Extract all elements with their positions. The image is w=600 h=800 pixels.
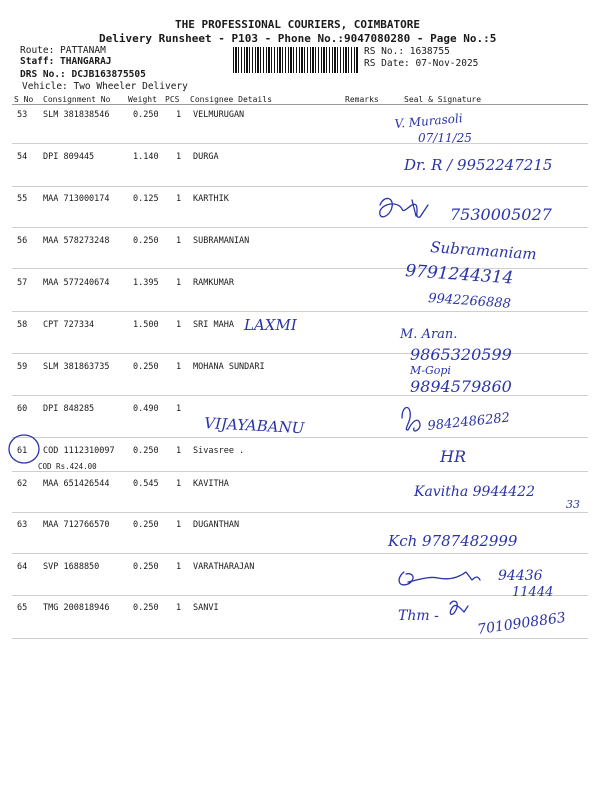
row-sno: 54: [17, 152, 28, 162]
row-sno: 61: [17, 446, 28, 456]
row-consignee: DUGANTHAN: [193, 520, 240, 530]
sig-55-phone: 7530005027: [450, 205, 552, 224]
row-pcs: 1: [176, 603, 182, 613]
row-sno: 53: [17, 110, 28, 120]
row-weight: 1.500: [133, 320, 159, 330]
row-61-circle: [9, 435, 39, 463]
row-pcs: 1: [176, 278, 182, 288]
sig-58-sign: M. Aran.: [400, 327, 458, 342]
sig-59-phone2: 9894579860: [410, 377, 512, 396]
sig-64-scribble: [399, 572, 480, 585]
row-weight: 0.250: [133, 562, 159, 572]
row-weight: 1.140: [133, 152, 159, 162]
staff-label: Staff: THANGARAJ: [20, 56, 112, 67]
sig-65-scribble: [450, 601, 468, 614]
row-pcs: 1: [176, 110, 182, 120]
row-consignment: MAA 651426544: [43, 479, 110, 489]
drs-number: DRS No.: DCJB163875505: [20, 69, 146, 80]
row-consignee: SUBRAMANIAN: [193, 236, 250, 246]
row-consignment: MAA 578273248: [43, 236, 110, 246]
sig-65-b: 7010908863: [476, 609, 567, 638]
row-pcs: 1: [176, 320, 182, 330]
sig-56: Subramaniam: [429, 238, 538, 264]
sig-60-phone: 9842486282: [426, 410, 511, 434]
row-consignment: SVP 1688850: [43, 562, 100, 572]
col-consignment: Consignment No: [43, 95, 111, 104]
row-sno: 56: [17, 236, 28, 246]
col-weight: Weight: [128, 95, 157, 104]
sig-62-a: Kavitha 9944422: [414, 484, 535, 500]
row-consignment: MAA 713000174: [43, 194, 110, 204]
sig-63: Kch 9787482999: [388, 532, 518, 550]
route-label: Route: PATTANAM: [20, 45, 106, 56]
sig-59-name: M-Gopi: [410, 364, 451, 377]
col-pcs: PCS: [165, 95, 180, 104]
row-consignment: MAA 712766570: [43, 520, 110, 530]
vehicle-label: Vehicle: Two Wheeler Delivery: [22, 81, 188, 92]
row-consignee: VARATHARAJAN: [193, 562, 255, 572]
sig-65-a: Thm -: [398, 608, 439, 624]
sig-54: Dr. R / 9952247215: [404, 156, 553, 174]
row-consignee: RAMKUMAR: [193, 278, 234, 288]
col-remarks: Remarks: [345, 95, 379, 104]
row-weight: 0.250: [133, 110, 159, 120]
row-consignee: SRI MAHA: [193, 320, 234, 330]
row-pcs: 1: [176, 562, 182, 572]
row-weight: 0.545: [133, 479, 159, 489]
row-sno: 63: [17, 520, 28, 530]
row-weight: 1.395: [133, 278, 159, 288]
sig-57-phone1: 9791244314: [404, 261, 514, 289]
row-pcs: 1: [176, 236, 182, 246]
row-consignee: Sivasree .: [193, 446, 245, 456]
row-consignment: SLM 381838546: [43, 110, 110, 120]
row-sno: 59: [17, 362, 28, 372]
row-sno: 58: [17, 320, 28, 330]
sig-57-phone2: 9942266888: [427, 291, 512, 312]
row-consignment: CPT 727334: [43, 320, 95, 330]
sig-62-b: 33: [566, 498, 580, 511]
sig-60-scribble: [402, 408, 420, 431]
row-sno: 62: [17, 479, 28, 489]
row-consignment: SLM 381863735: [43, 362, 110, 372]
row-consignment: DPI 809445: [43, 152, 95, 162]
row-pcs: 1: [176, 446, 182, 456]
row-consignee: SANVI: [193, 603, 219, 613]
row-consignment: TMG 200818946: [43, 603, 110, 613]
row-sno: 65: [17, 603, 28, 613]
row-consignee: KARTHIK: [193, 194, 229, 204]
col-sno: S No: [14, 95, 34, 104]
sig-55-scribble: [380, 198, 428, 217]
sig-58-name: LAXMI: [244, 316, 297, 334]
rs-date: RS Date: 07-Nov-2025: [364, 58, 479, 69]
row-weight: 0.250: [133, 603, 159, 613]
sig-53-date: 07/11/25: [418, 131, 472, 145]
company-title: THE PROFESSIONAL COURIERS, COIMBATORE: [175, 18, 421, 31]
row-consignee: KAVITHA: [193, 479, 229, 489]
row-consignment: COD 1112310097: [43, 446, 115, 456]
col-consignee: Consignee Details: [190, 95, 272, 104]
row-pcs: 1: [176, 194, 182, 204]
row-consignee: VELMURUGAN: [193, 110, 245, 120]
row-pcs: 1: [176, 520, 182, 530]
row-consignment: DPI 848285: [43, 404, 95, 414]
sig-59-phone1: 9865320599: [410, 345, 512, 364]
row-sno: 60: [17, 404, 28, 414]
col-signature: Seal & Signature: [404, 95, 482, 104]
row-pcs: 1: [176, 152, 182, 162]
row-weight: 0.490: [133, 404, 159, 414]
row-sno: 55: [17, 194, 28, 204]
rs-number: RS No.: 1638755: [364, 46, 450, 57]
row-pcs: 1: [176, 404, 182, 414]
sig-64-a: 94436: [498, 568, 543, 584]
sig-53-name: V. Murasoli: [394, 111, 464, 131]
row-sno: 64: [17, 562, 28, 572]
runsheet-subtitle: Delivery Runsheet - P103 - Phone No.:9047080280 - Page No.:5: [99, 32, 497, 45]
row-consignee: MOHANA SUNDARI: [193, 362, 265, 372]
row-sno: 57: [17, 278, 28, 288]
row-weight: 0.250: [133, 236, 159, 246]
row-weight: 0.125: [133, 194, 159, 204]
cod-amount: COD Rs.424.00: [38, 462, 97, 471]
row-weight: 0.250: [133, 362, 159, 372]
sig-61: HR: [440, 447, 466, 466]
row-pcs: 1: [176, 362, 182, 372]
row-weight: 0.250: [133, 446, 159, 456]
row-pcs: 1: [176, 479, 182, 489]
sig-64-b: 11444: [512, 585, 554, 600]
row-consignee: DURGA: [193, 152, 219, 162]
row-consignment: MAA 577240674: [43, 278, 110, 288]
row-weight: 0.250: [133, 520, 159, 530]
sig-60-name: VIJAYABANU: [203, 414, 305, 438]
